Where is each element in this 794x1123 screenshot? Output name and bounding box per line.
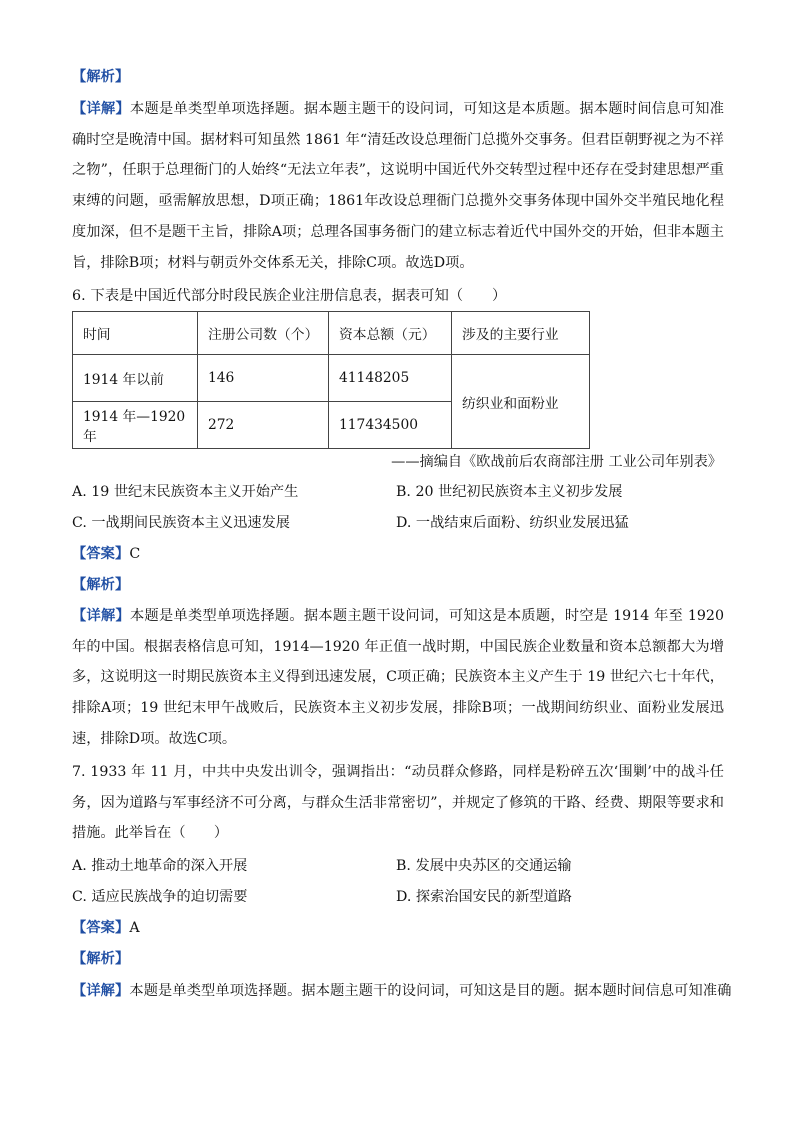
table-cell-period: 1914 年—1920 年 xyxy=(73,402,198,449)
q6-analysis-heading xyxy=(72,570,724,600)
q5-analysis-text: 本题是单类型单项选择题。据本题主题干的设问词，可知这是本质题。据本题时间信息可知准确时空是晚清中国。据材料可知虽然 1861 年“清廷改设总理衙门总揽外交事务。但君臣朝野视之为不祥之物”，任职于总理衙门的人始终“无法立年表”，这说明中国近代外交转型过程中还存在受封建思想严重束缚的问题，亟需解放思想，D项正确；1861年改设总理衙门总揽外交事务体现中国外交半殖民地化程度加深，但不是题干主旨，排除A项；总理各国事务衙门的建立标志着近代中国外交的开始，但非本题主旨，排除B项；材料与朝贡外交体系无关，排除C项。故选D项。 xyxy=(72,101,724,271)
q6-option-b[interactable]: B. 20 世纪初民族资本主义初步发展 xyxy=(396,484,623,500)
q6-option-a[interactable]: A. 19 世纪末民族资本主义开始产生 xyxy=(72,484,299,500)
table-header-cell: 时间 xyxy=(73,312,198,355)
table-header-cell: 涉及的主要行业 xyxy=(452,312,590,355)
q6-option-d[interactable]: D. 一战结束后面粉、纺织业发展迅猛 xyxy=(396,515,629,531)
q6-analysis-text: 本题是单类型单项选择题。据本题主题干设问词，可知这是本质题，时空是 1914 年至 1920 年的中国。根据表格信息可知，1914—1920 年正值一战时期，中国民族企业数量和资本总额都大为增多，这说明这一时期民族资本主义得到迅速发展，C项正确；民族资本主义产生于 19 世纪六七十年代，排除A项；19 世纪末甲午战败后，民族资本主义初步发展，排除B项；一战期间纺织业、面粉业发展迅速，排除D项。故选C项。 xyxy=(72,608,724,747)
table-cell-count: 272 xyxy=(198,402,329,449)
q7-option-c[interactable]: C. 适应民族战争的迫切需要 xyxy=(72,889,248,905)
q6-table xyxy=(72,311,590,449)
table-source-citation: ——摘编自《欧战前后农商部注册 工业公司年别表》 xyxy=(391,454,722,470)
detail-tag: 【详解】 xyxy=(72,608,130,624)
table-header-cell: 资本总额（元） xyxy=(329,312,452,355)
q6-analysis-paragraph xyxy=(72,601,724,755)
q7-option-b[interactable]: B. 发展中央苏区的交通运输 xyxy=(396,858,572,874)
table-header-cell: 注册公司数（个） xyxy=(198,312,329,355)
answer-tag: 【答案】 xyxy=(72,920,130,936)
q7-stem: 7. 1933 年 11 月，中共中央发出训令，强调指出：“动员群众修路，同样是粉碎五次‘围剿’中的战斗任务，因为道路与军事经济不可分离，与群众生活非常密切”，并规定了修筑的干路、经费、期限等要求和措施。此举旨在（ ） xyxy=(72,764,724,842)
q7-analysis-text: 本题是单类型单项选择题。据本题主题干的设问词，可知这是目的题。据本题时间信息可知准确 xyxy=(129,983,732,999)
detail-tag: 【详解】 xyxy=(72,983,130,999)
table-row xyxy=(73,355,590,402)
q7-answer-line xyxy=(72,913,724,943)
table-header-row xyxy=(73,312,590,355)
analysis-tag: 【解析】 xyxy=(72,69,130,85)
analysis-tag: 【解析】 xyxy=(72,577,130,593)
q7-answer-value: A xyxy=(129,920,140,936)
q7-analysis-line xyxy=(72,976,732,1006)
q5-analysis-heading xyxy=(72,62,724,92)
analysis-tag: 【解析】 xyxy=(72,951,130,967)
detail-tag: 【详解】 xyxy=(72,101,130,117)
q6-answer-line xyxy=(72,539,724,569)
table-cell-capital: 41148205 xyxy=(329,355,452,402)
q6-stem: 6. 下表是中国近代部分时段民族企业注册信息表，据表可知（ ） xyxy=(72,288,507,304)
table-cell-capital: 117434500 xyxy=(329,402,452,449)
q7-analysis-heading xyxy=(72,944,724,974)
q6-option-c[interactable]: C. 一战期间民族资本主义迅速发展 xyxy=(72,515,290,531)
table-cell-count: 146 xyxy=(198,355,329,402)
q5-analysis-paragraph xyxy=(72,94,724,278)
q6-answer-value: C xyxy=(129,546,141,562)
answer-tag: 【答案】 xyxy=(72,546,130,562)
q7-option-a[interactable]: A. 推动土地革命的深入开展 xyxy=(72,858,248,874)
q7-option-d[interactable]: D. 探索治国安民的新型道路 xyxy=(396,889,572,905)
table-cell-industry: 纺织业和面粉业 xyxy=(452,355,590,449)
table-cell-period: 1914 年以前 xyxy=(73,355,198,402)
